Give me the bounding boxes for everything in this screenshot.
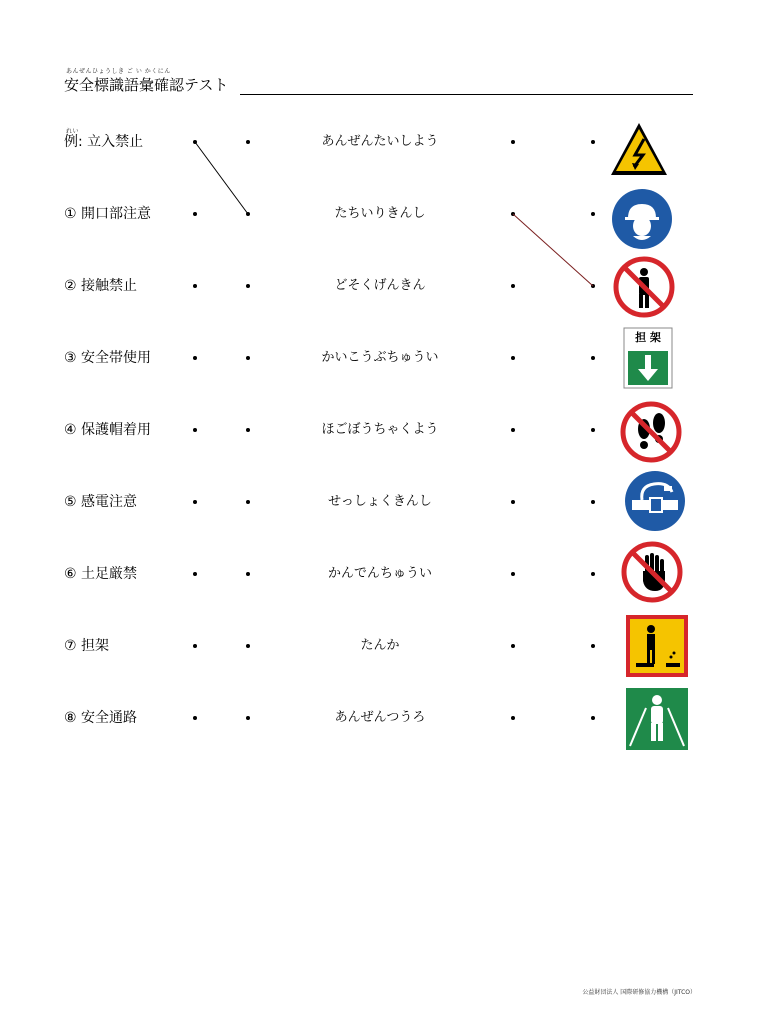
- safety-harness-mandatory-icon: [624, 470, 686, 532]
- reading-2: どそくげんきん: [334, 278, 426, 293]
- reading-0: あんぜんたいしよう: [321, 134, 439, 149]
- title-furigana: あんぜんひょうしき ご い かくにん: [66, 68, 171, 75]
- example-line-term: [195, 142, 248, 214]
- reading-4: ほごぼうちゃくよう: [321, 422, 439, 437]
- electric-shock-warning-icon: [608, 119, 670, 181]
- reading-8: あんぜんつうろ: [334, 710, 426, 725]
- term-2: ② 接触禁止: [64, 278, 138, 294]
- opening-caution-icon: [626, 615, 688, 677]
- reading-3: かいこうぶちゅうい: [321, 350, 439, 365]
- term-3: ③ 安全帯使用: [64, 350, 152, 366]
- reading-5: せっしょくきんし: [328, 494, 432, 509]
- term-5: ⑤ 感電注意: [64, 494, 138, 510]
- hard-hat-mandatory-icon: [611, 188, 673, 250]
- example-furigana: れい: [66, 128, 80, 135]
- example-line-sign: [513, 214, 593, 286]
- reading-7: たんか: [360, 638, 400, 653]
- stretcher-label: 担 架: [635, 331, 661, 344]
- no-shoes-icon: [620, 401, 682, 463]
- stretcher-sign-icon: [617, 327, 679, 389]
- term-1: ① 開口部注意: [64, 206, 152, 222]
- reading-1: たちいりきんし: [334, 206, 426, 221]
- term-6: ⑥ 土足厳禁: [64, 566, 138, 582]
- reading-6: かんでんちゅうい: [327, 566, 432, 581]
- no-entry-person-icon: [613, 256, 675, 318]
- page-title: 安全標識語彙確認テスト: [64, 76, 229, 94]
- term-8: ⑧ 安全通路: [64, 710, 138, 726]
- footer-credit: 公益財団法人 国際研修協力機構（JITCO）: [582, 989, 696, 996]
- do-not-touch-icon: [621, 541, 683, 603]
- safe-passage-icon: [626, 688, 688, 750]
- term-4: ④ 保護帽着用: [64, 422, 152, 438]
- term-7: ⑦ 担架: [64, 638, 110, 654]
- example-term: 例: 立入禁止: [64, 134, 144, 150]
